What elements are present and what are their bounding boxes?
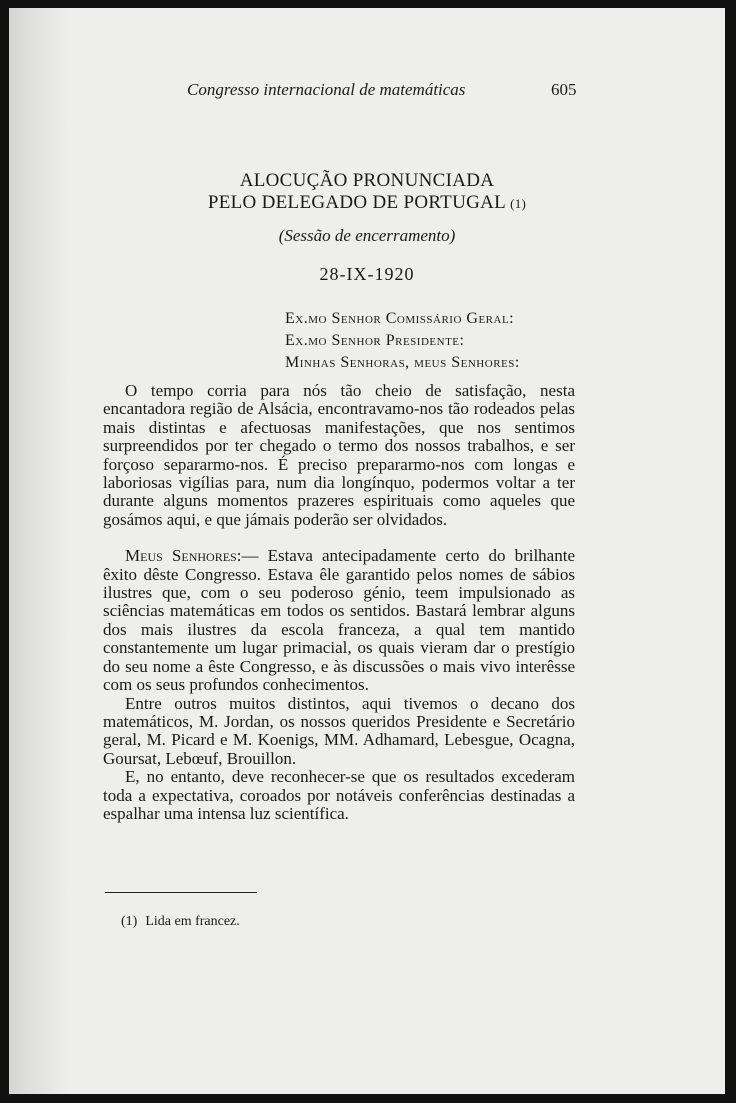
running-head — [9, 80, 725, 104]
book-page — [9, 8, 725, 1094]
footnote-number: (1) — [121, 914, 138, 929]
paragraph-2-lead: Meus Senhores: — [125, 546, 242, 566]
salutation-block — [285, 308, 520, 374]
page-number: 605 — [551, 80, 577, 99]
salutation-president: Ex.mo Senhor Presidente: — [285, 332, 465, 349]
footnote-reference[interactable]: (1) — [510, 196, 527, 211]
title-line-1: ALOCUÇÃO PRONUNCIADA — [239, 170, 495, 191]
paragraph-2-text: — Estava antecipadamente certo do brilhante êxito dêste Congresso. Estava êle garantido pelos nomes de sábios ilustres que, com o seu poderoso génio, teem impulsionado as sciências matemáticas em todos os sentidos. Bastará lembrar alguns dos mais ilustres da escola franceza, a qual tem mantido constantemente um lugar primacial, os quais vieram dar o prestígio do seu nome a êste Congresso, e às discussões o mais vivo interêsse com os seus profundos conhecimentos. — [103, 546, 575, 695]
footnote — [121, 914, 240, 930]
paragraph-2 — [103, 547, 575, 694]
running-title: Congresso internacional de matemáticas — [187, 80, 466, 99]
paragraph-4: E, no entanto, deve reconhecer-se que os resultados excederam toda a expectativa, coroados por notáveis conferências destinadas a espalhar uma intensa luz scientífica. — [103, 767, 575, 823]
salutation-audience: Minhas Senhoras, meus Senhores: — [285, 354, 520, 371]
footnote-divider — [105, 892, 257, 893]
date-line: 28-IX-1920 — [319, 264, 415, 284]
paragraph-3: Entre outros muitos distintos, aqui tivemos o decano dos matemáticos, M. Jordan, os nossos queridos Presidente e Secretário geral, M. Picard e M. Koenigs, MM. Adhamard, Lebesgue, Ocagna, Goursat, Lebœuf, Brouillon. — [103, 693, 575, 768]
salutation-commissioner: Ex.mo Senhor Comissário Geral: — [285, 310, 515, 327]
paragraph-1: O tempo corria para nós tão cheio de satisfação, nesta encantadora região de Alsácia, encontravamo-nos tão rodeados pelas mais distintas e afectuosas manifestações, que nos sentimos surpreendidos por ter chegado o termo dos nossos trabalhos, e ser forçoso separarmo-nos. É preciso prepararmo-nos com longas e laboriosas vigílias para, num dia longínquo, podermos voltar a ter durante alguns momentos prazeres espirituais como aqueles que gosámos aqui, e que jámais poderão ser olvidados. — [103, 381, 575, 529]
title-line-2-text: PELO DELEGADO DE PORTUGAL — [207, 192, 507, 213]
speech-body — [103, 382, 575, 823]
session-subtitle: (Sessão de encerramento) — [278, 226, 456, 245]
title-line-2 — [9, 192, 725, 214]
footnote-text: Lida em francez. — [145, 914, 240, 929]
